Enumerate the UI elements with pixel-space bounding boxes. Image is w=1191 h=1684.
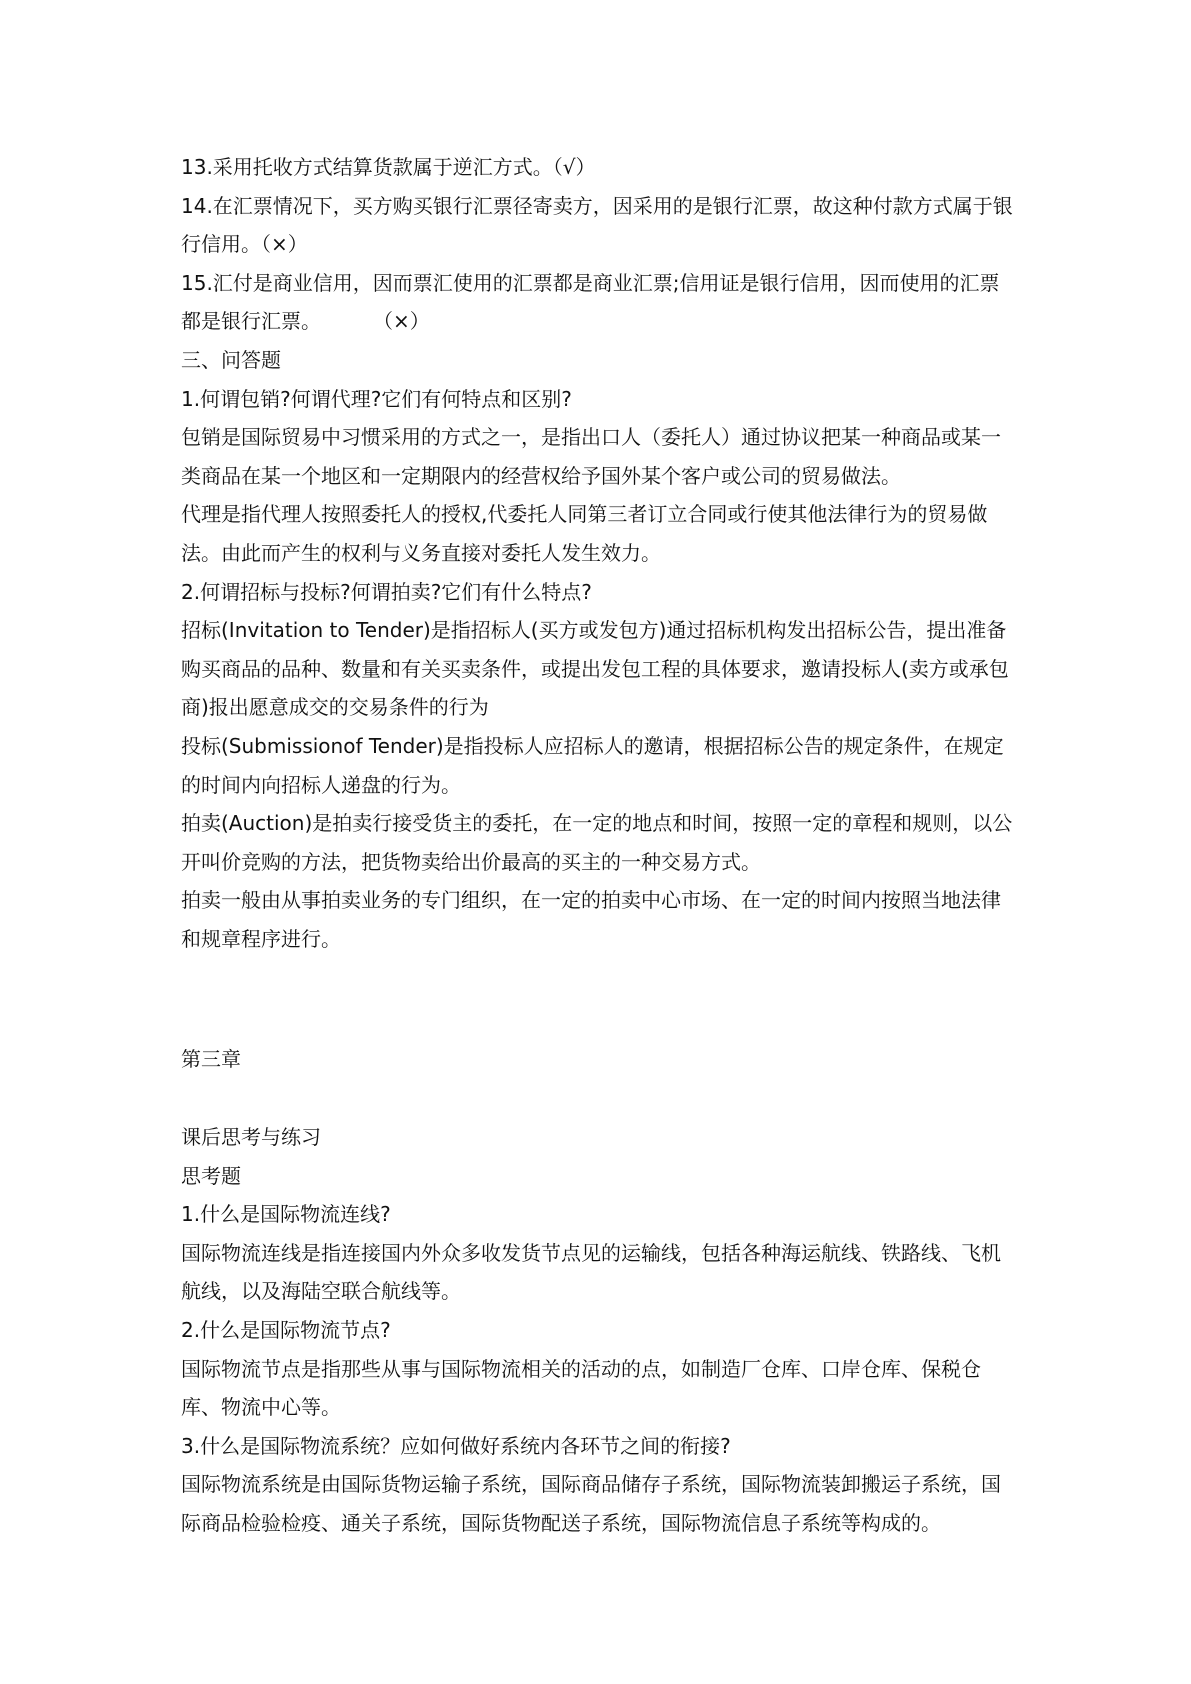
question-1: 1.何谓包销?何谓代理?它们有何特点和区别? — [181, 386, 572, 411]
exercise-heading: 课后思考与练习 — [181, 1125, 321, 1149]
answer-3-2: 国际物流节点是指那些从事与国际物流相关的活动的点，如制造厂仓库、口岸仓库、保税仓库、物流中心等。 — [181, 1356, 981, 1420]
lower-section — [181, 1118, 1019, 1543]
question-3-2: 2.什么是国际物流节点? — [181, 1317, 391, 1342]
judgement-item-15 — [181, 264, 1019, 341]
answer-3-3: 国际物流系统是由国际货物运输子系统，国际商品储存子系统，国际物流装卸搬运子系统，国际商品检验检疫、通关子系统，国际货物配送子系统，国际物流信息子系统等构成的。 — [181, 1472, 1001, 1535]
answer-2-invitation-to-tender: 招标(Invitation to Tender)是指招标人(买方或发包方)通过招标机构发出招标公告，提出准备购买商品的品种、数量和有关买卖条件，或提出发包工程的具体要求，邀请投标人(卖方或承包商)报出愿意成交的交易条件的行为 — [181, 618, 1009, 720]
thinking-questions-heading: 思考题 — [181, 1163, 241, 1188]
answer-3-1: 国际物流连线是指连接国内外众多收发货节点见的运输线，包括各种海运航线、铁路线、飞机航线，以及海陆空联合航线等。 — [181, 1240, 1001, 1304]
chapter-heading-block — [181, 1040, 1019, 1079]
answer-1-agency: 代理是指代理人按照委托人的授权,代委托人同第三者订立合同或行使其他法律行为的贸易做法。由此而产生的权利与义务直接对委托人发生效力。 — [181, 502, 988, 565]
answer-2-auction-organization: 拍卖一般由从事拍卖业务的专门组织，在一定的拍卖中心市场、在一定的时间内按照当地法律和规章程序进行。 — [181, 888, 1001, 951]
question-3-1: 1.什么是国际物流连线? — [181, 1202, 391, 1227]
answer-2-submission-of-tender: 投标(Submissionof Tender)是指投标人应招标人的邀请，根据招标公告的规定条件，在规定的时间内向招标人递盘的行为。 — [181, 733, 1004, 797]
judgement-item-13: 13.采用托收方式结算货款属于逆汇方式。（√） — [181, 155, 596, 179]
answer-1-exclusive-sales: 包销是国际贸易中习惯采用的方式之一，是指出口人（委托人）通过协议把某一种商品或某一类商品在某一个地区和一定期限内的经营权给予国外某个客户或公司的贸易做法。 — [181, 425, 1001, 488]
judgement-item-14: 14.在汇票情况下，买方购买银行汇票径寄卖方，因采用的是银行汇票，故这种付款方式属于银行信用。（×） — [181, 193, 1013, 257]
section-heading-qa: 三、问答题 — [181, 347, 281, 372]
judgement-item-15-answer: （×） — [373, 309, 430, 334]
question-3-3: 3.什么是国际物流系统？应如何做好系统内各环节之间的衔接? — [181, 1433, 731, 1458]
upper-section — [181, 148, 1019, 958]
judgement-item-15-text: 15.汇付是商业信用，因而票汇使用的汇票都是商业汇票;信用证是银行信用，因而使用的汇票都是银行汇票。 — [181, 270, 1000, 334]
question-2: 2.何谓招标与投标?何谓拍卖?它们有什么特点? — [181, 579, 592, 604]
answer-2-auction: 拍卖(Auction)是拍卖行接受货主的委托，在一定的地点和时间，按照一定的章程和规则，以公开叫价竞购的方法，把货物卖给出价最高的买主的一种交易方式。 — [181, 811, 1013, 874]
chapter-title: 第三章 — [181, 1047, 241, 1071]
